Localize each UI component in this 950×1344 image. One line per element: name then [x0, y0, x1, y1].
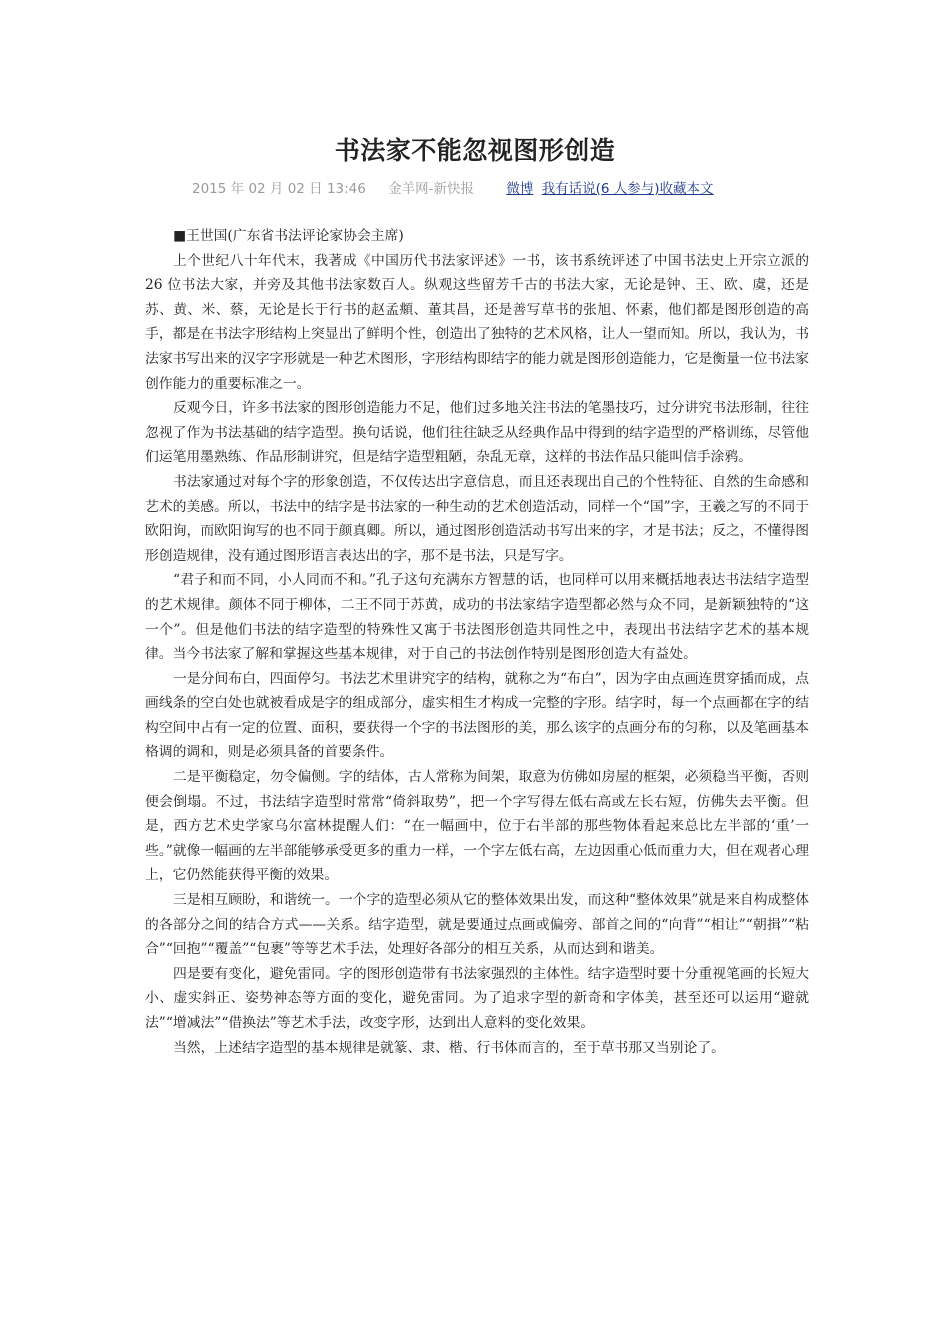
- paragraph: 书法家通过对每个字的形象创造，不仅传达出字意信息，而且还表现出自己的个性特征、自然的生命感和艺术的美感。所以，书法中的结字是书法家的一种生动的艺术创造活动，同样一个“国”字，王羲之写的不同于欧阳询，而欧阳询写的也不同于颜真卿。所以，通过图形创造活动书写出来的字，才是书法；反之，不懂得图形创造规律，没有通过图形语言表达出的字，那不是书法，只是写字。: [145, 473, 809, 564]
- publish-date: 2015 年 02 月 02 日 13:46: [192, 181, 366, 197]
- weibo-link[interactable]: 微博: [506, 181, 534, 197]
- favorite-link[interactable]: 收藏本文: [659, 181, 714, 197]
- article-title: 书法家不能忽视图形创造: [334, 136, 616, 165]
- paragraph: “君子和而不同，小人同而不和。”孔子这句充满东方智慧的话，也同样可以用来概括地表达书法结字造型的艺术规律。颜体不同于柳体，二王不同于苏黄，成功的书法家结字造型都必然与众不同，是新颖独特的“这一个”。但是他们书法的结字造型的特殊性又寓于书法图形创造共同性之中，表现出书法结字艺术的基本规律。当今书法家了解和掌握这些基本规律，对于自己的书法创作特别是图形创造大有益处。: [145, 572, 809, 663]
- paragraph: 三是相互顾盼，和谐统一。一个字的造型必须从它的整体效果出发，而这种“整体效果”就是来自构成整体的各部分之间的结合方式——关系。结字造型，就是要通过点画或偏旁、部首之间的“向背”“相让”“朝揖”“粘合”“回抱”“覆盖”“包裹”等等艺术手法，处理好各部分的相互关系，从而达到和谐美。: [145, 892, 809, 958]
- paragraph: 当然，上述结字造型的基本规律是就篆、隶、楷、行书体而言的，至于草书那又当别论了。: [173, 1039, 725, 1056]
- paragraph: 反观今日，许多书法家的图形创造能力不足，他们过多地关注书法的笔墨技巧，过分讲究书法形制，往往忽视了作为书法基础的结字造型。换句话说，他们往往缺乏从经典作品中得到的结字造型的严格训练，尽管他们运笔用墨熟练、作品形制讲究，但是结字造型粗陋，杂乱无章，这样的书法作品只能叫信手涂鸦。: [145, 400, 809, 466]
- author-line: ■王世国(广东省书法评论家协会主席): [173, 228, 404, 244]
- paragraph: 二是平衡稳定，勿令偏侧。字的结体，古人常称为间架，取意为仿佛如房屋的框架，必须稳当平衡，否则便会倒塌。不过，书法结字造型时常常“倚斜取势”，把一个字写得左低右高或左长右短，仿佛失去平衡。但是，西方艺术史学家乌尔富林提醒人们：“在一幅画中，位于右半部的那些物体看起来总比左半部的‘重’一些。”就像一幅画的左半部能够承受更多的重力一样，一个字左低右高，左边因重心低而重力大，但在观者心理上，它仍然能获得平衡的效果。: [145, 769, 809, 884]
- paragraph: 一是分间布白，四面停匀。书法艺术里讲究字的结构，就称之为“布白”，因为字由点画连贯穿插而成，点画线条的空白处也就被看成是字的组成部分，虚实相生才构成一完整的字形。结字时，每一个点画都在字的结构空间中占有一定的位置、面积，要获得一个字的书法图形的美，那么该字的点画分布的匀称，以及笔画基本格调的调和，则是必须具备的首要条件。: [145, 670, 809, 761]
- article-meta: [192, 177, 714, 197]
- paragraph: 上个世纪八十年代末，我著成《中国历代书法家评述》一书，该书系统评述了中国书法史上开宗立派的 26 位书法大家，并旁及其他书法家数百人。纵观这些留芳千古的书法大家，无论是钟、王、欧、虞，还是苏、黄、米、蔡，无论是长于行书的赵孟頫、董其昌，还是善写草书的张旭、怀素，他们都是图形创造的高手，都是在书法字形结构上突显出了鲜明个性，创造出了独特的艺术风格，让人一望而知。所以，我认为，书法家书写出来的汉字字形就是一种艺术图形，字形结构即结字的能力就是图形创造能力，它是衡量一位书法家创作能力的重要标准之一。: [145, 252, 809, 392]
- paragraph: 四是要有变化，避免雷同。字的图形创造带有书法家强烈的主体性。结字造型时要十分重视笔画的长短大小、虚实斜正、姿势神态等方面的变化，避免雷同。为了追求字型的新奇和字体美，甚至还可以运用“避就法”“增减法”“借换法”等艺术手法，改变字形，达到出人意料的变化效果。: [145, 965, 809, 1031]
- article-source: 金羊网-新快报: [388, 181, 475, 197]
- comment-link[interactable]: 我有话说(6 人参与): [541, 181, 660, 197]
- article-body: [145, 224, 809, 1060]
